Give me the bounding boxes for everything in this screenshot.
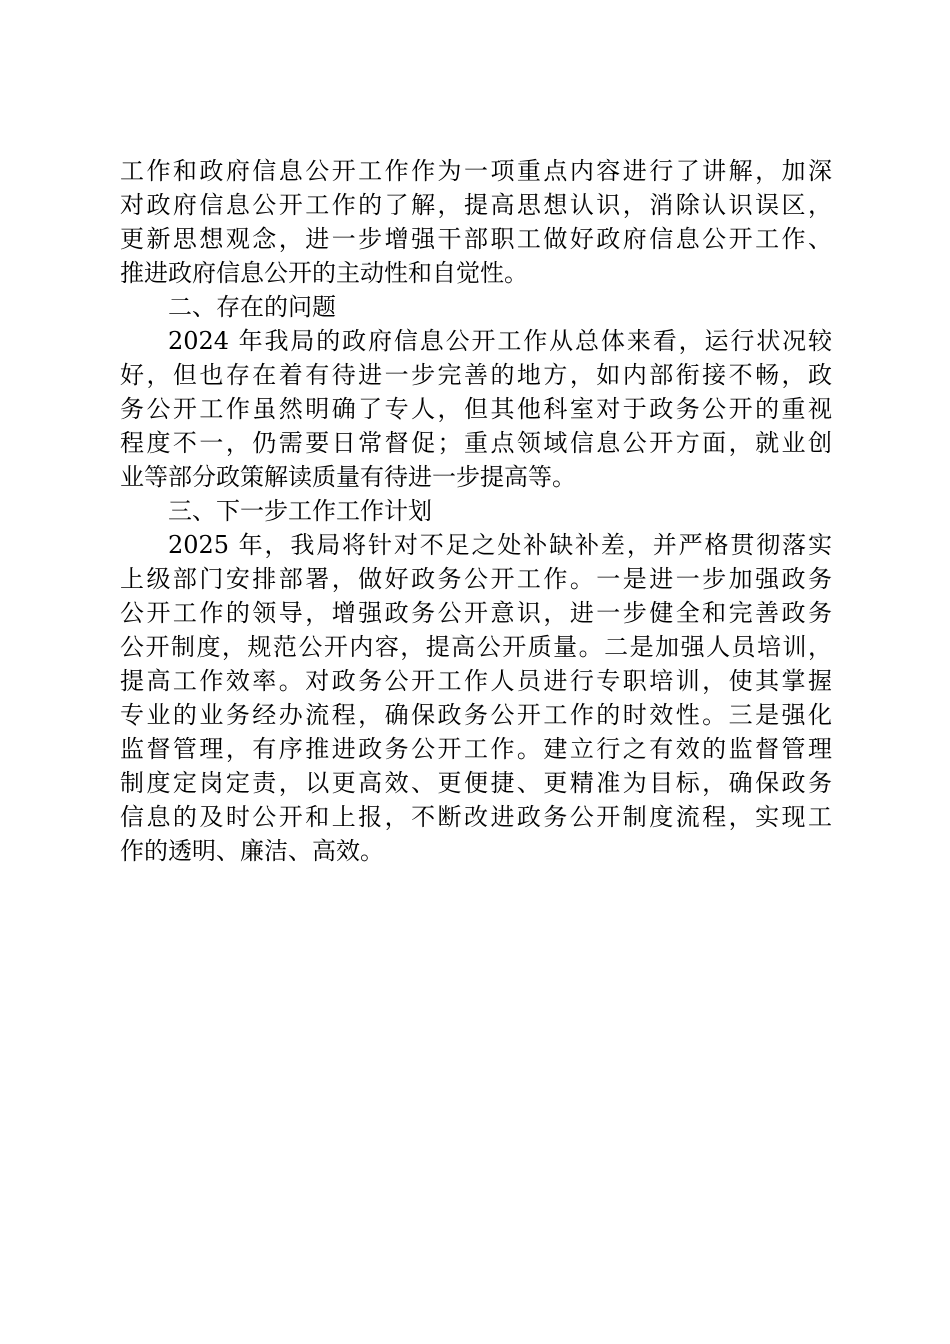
section-heading-problems: 二、存在的问题 <box>168 293 336 321</box>
paragraph-line: 公开制度，规范公开内容，提高公开质量。二是加强人员培训， <box>120 633 832 661</box>
paragraph-line: 业等部分政策解读质量有待进一步提高等。 <box>120 463 576 491</box>
paragraph-line: 制度定岗定责，以更高效、更便捷、更精准为目标，确保政务 <box>120 769 832 797</box>
paragraph-line: 对政府信息公开工作的了解，提高思想认识，消除认识误区， <box>120 191 832 219</box>
paragraph-line: 程度不一，仍需要日常督促；重点领域信息公开方面，就业创 <box>120 429 832 457</box>
paragraph-line: 2024 年我局的政府信息公开工作从总体来看，运行状况较 <box>168 327 832 355</box>
paragraph-line: 2025 年，我局将针对不足之处补缺补差，并严格贯彻落实 <box>168 531 832 559</box>
paragraph-line: 务公开工作虽然明确了专人，但其他科室对于政务公开的重视 <box>120 395 832 423</box>
section-heading-plan: 三、下一步工作工作计划 <box>168 497 432 525</box>
paragraph-line: 专业的业务经办流程，确保政务公开工作的时效性。三是强化 <box>120 701 832 729</box>
paragraph-line: 作的透明、廉洁、高效。 <box>120 837 384 865</box>
paragraph-line: 上级部门安排部署，做好政务公开工作。一是进一步加强政务 <box>120 565 832 593</box>
paragraph-line: 信息的及时公开和上报，不断改进政务公开制度流程，实现工 <box>120 803 832 831</box>
paragraph-line: 推进政府信息公开的主动性和自觉性。 <box>120 259 528 287</box>
paragraph-line: 公开工作的领导，增强政务公开意识，进一步健全和完善政务 <box>120 599 832 627</box>
paragraph-line: 监督管理，有序推进政务公开工作。建立行之有效的监督管理 <box>120 735 832 763</box>
paragraph-line: 提高工作效率。对政务公开工作人员进行专职培训，使其掌握 <box>120 667 832 695</box>
paragraph-line: 好，但也存在着有待进一步完善的地方，如内部衔接不畅，政 <box>120 361 832 389</box>
paragraph-line: 工作和政府信息公开工作作为一项重点内容进行了讲解，加深 <box>120 157 832 185</box>
paragraph-line: 更新思想观念，进一步增强干部职工做好政府信息公开工作、 <box>120 225 832 253</box>
